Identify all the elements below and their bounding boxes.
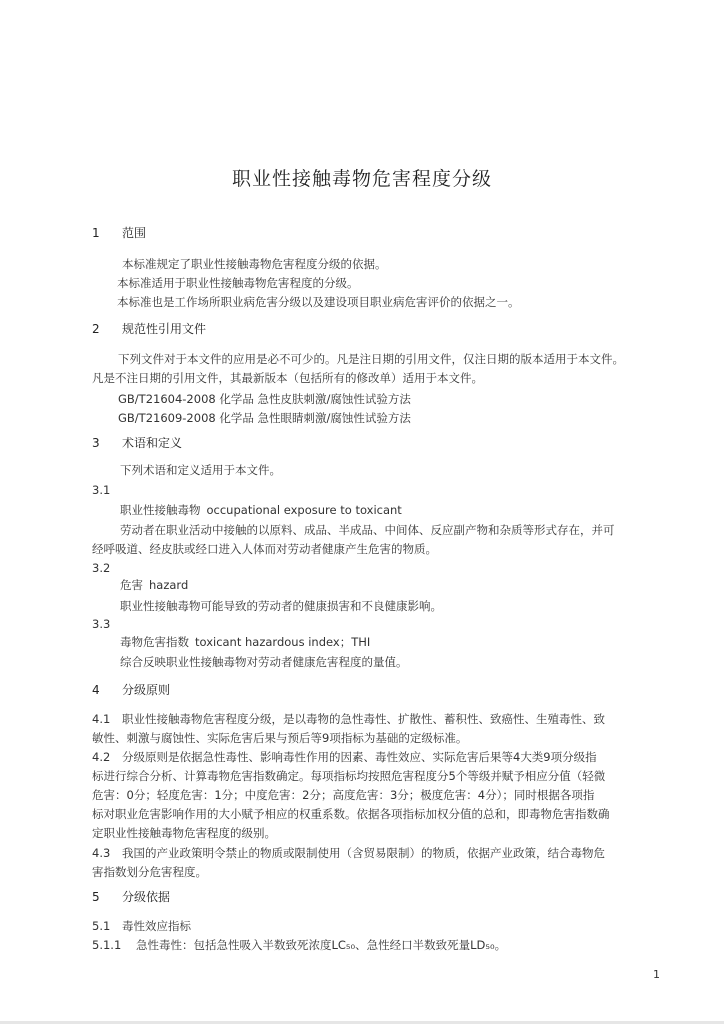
term-name: 职业性接触毒物: [120, 503, 201, 517]
term-entry: [120, 503, 402, 517]
paragraph: 凡是不注日期的引用文件，其最新版本（包括所有的修改单）适用于本文件。: [92, 371, 483, 385]
term-english: occupational exposure to toxicant: [206, 503, 402, 517]
section-3-heading: [92, 436, 182, 450]
section-5-heading: [92, 890, 170, 904]
page-number: 1: [653, 968, 660, 981]
section-title: 分级依据: [122, 890, 171, 904]
paragraph: 下列术语和定义适用于本文件。: [120, 463, 281, 477]
section-number: 4: [92, 683, 100, 697]
paragraph: 害指数划分危害程度。: [92, 865, 207, 879]
clause-text: 职业性接触毒物危害程度分级，是以毒物的急性毒性、扩散性、蓄积性、致癌性、生殖毒性、致: [122, 712, 605, 726]
clause-text: 分级原则是依据急性毒性、影响毒性作用的因素、毒性效应、实际危害后果等4大类9项分级指: [122, 750, 597, 764]
section-2-heading: [92, 322, 206, 336]
paragraph: 职业性接触毒物可能导致的劳动者的健康损害和不良健康影响。: [120, 599, 442, 613]
section-number: 1: [92, 226, 100, 240]
paragraph: 定职业性接触毒物危害程度的级别。: [92, 826, 276, 840]
paragraph: 标进行综合分析、计算毒物危害指数确定。每项指标均按照危害程度分5个等级并赋予相应分值（轻微: [92, 769, 606, 783]
section-number: 5: [92, 890, 100, 904]
clause: [92, 938, 506, 952]
clause-text: 我国的产业政策明令禁止的物质或限制使用（含贸易限制）的物质，依据产业政策，结合毒物危: [122, 846, 605, 860]
paragraph: 劳动者在职业活动中接触的以原料、成品、半成品、中间体、反应副产物和杂质等形式存在，并可: [120, 523, 615, 537]
reference-item: GB/T21609-2008 化学品 急性眼睛刺激/腐蚀性试验方法: [118, 411, 411, 425]
paragraph: 本标准也是工作场所职业病危害分级以及建设项目职业病危害评价的依据之一。: [117, 295, 520, 309]
section-4-heading: [92, 683, 170, 697]
term-english: toxicant hazardous index；THI: [195, 635, 371, 649]
section-title: 分级原则: [122, 683, 171, 697]
term-number: 3.2: [92, 561, 111, 575]
subsection-heading: [92, 919, 191, 933]
paragraph: 标对职业危害影响作用的大小赋予相应的权重系数。依据各项指标加权分值的总和，即毒物危害指数确: [92, 807, 610, 821]
paragraph: 本标准适用于职业性接触毒物危害程度的分级。: [117, 276, 359, 290]
reference-item: GB/T21604-2008 化学品 急性皮肤刺激/腐蚀性试验方法: [118, 392, 411, 406]
paragraph: 经呼吸道、经皮肤或经口进入人体而对劳动者健康产生危害的物质。: [92, 542, 437, 556]
clause: [92, 712, 605, 726]
clause-number: 4.1: [92, 712, 111, 726]
paragraph: 综合反映职业性接触毒物对劳动者健康危害程度的量值。: [120, 655, 408, 669]
term-number: 3.3: [92, 617, 111, 631]
term-english: hazard: [149, 578, 189, 592]
subsection-title: 毒性效应指标: [122, 919, 191, 933]
section-title: 术语和定义: [122, 436, 183, 450]
section-1-heading: [92, 226, 146, 240]
term-number: 3.1: [92, 483, 111, 497]
term-entry: [120, 578, 188, 592]
document-title: 职业性接触毒物危害程度分级: [231, 168, 492, 190]
clause: [92, 846, 605, 860]
clause-number: 4.3: [92, 846, 111, 860]
clause-number: 4.2: [92, 750, 111, 764]
term-name: 危害: [120, 578, 143, 592]
clause: [92, 750, 597, 764]
section-number: 3: [92, 436, 100, 450]
clause-text: 急性毒性：包括急性吸入半数致死浓度LC₅₀、急性经口半数致死量LD₅₀。: [136, 938, 507, 952]
paragraph: 本标准规定了职业性接触毒物危害程度分级的依据。: [122, 257, 387, 271]
paragraph: 下列文件对于本文件的应用是必不可少的。凡是注日期的引用文件，仅注日期的版本适用于本文件。: [118, 352, 624, 366]
subsection-number: 5.1: [92, 919, 111, 933]
paragraph: 危害：0分；轻度危害：1分；中度危害：2分；高度危害：3分；极度危害：4分）；同时根据各项指: [92, 788, 595, 802]
clause-number: 5.1.1: [92, 938, 122, 952]
section-title: 规范性引用文件: [122, 322, 207, 336]
paragraph: 敏性、刺激与腐蚀性、实际危害后果与预后等9项指标为基础的定级标准。: [92, 731, 468, 745]
term-name: 毒物危害指数: [120, 635, 189, 649]
section-number: 2: [92, 322, 100, 336]
section-title: 范围: [122, 226, 147, 240]
term-entry: [120, 635, 370, 649]
